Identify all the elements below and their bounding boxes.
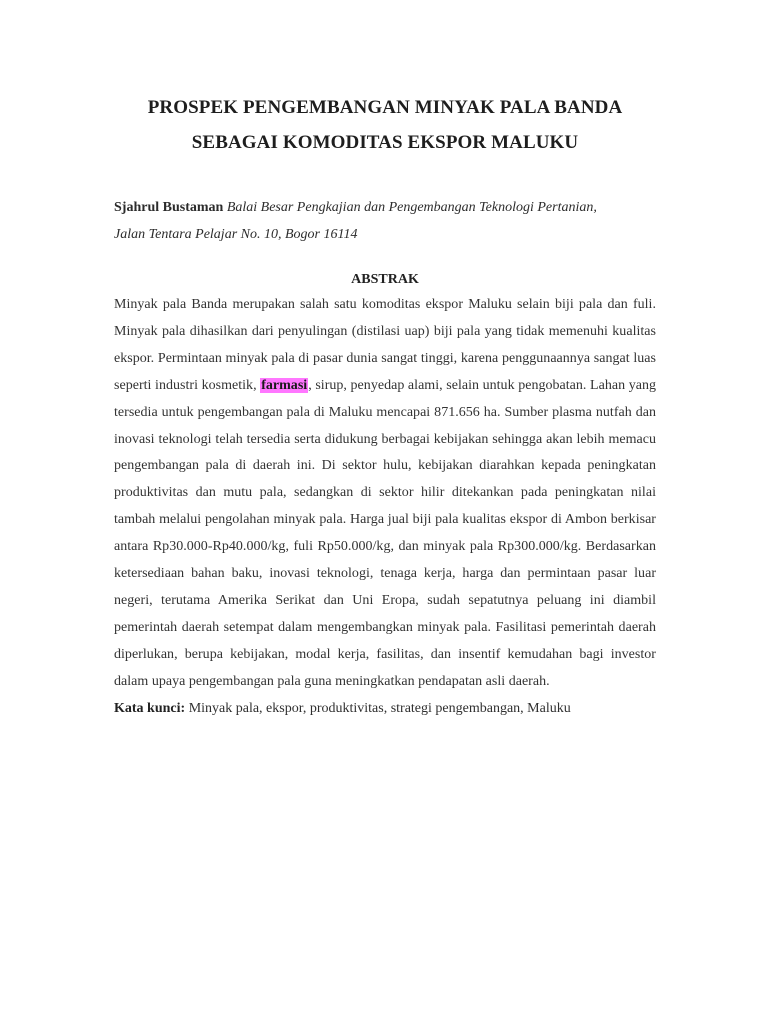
title-line-1: PROSPEK PENGEMBANGAN MINYAK PALA BANDA	[147, 97, 623, 118]
author-affiliation-line-1: Balai Besar Pengkajian dan Pengembangan Teknologi Pertanian,	[226, 200, 597, 215]
title-line-2: SEBAGAI KOMODITAS EKSPOR MALUKU	[191, 132, 579, 153]
abstract-text-part-2: , sirup, penyedap alami, selain untuk pengobatan. Lahan yang tersedia untuk pengembangan pala di Maluku mencapai 871.656 ha. Sumber plasma nutfah dan inovasi teknologi telah tersedia serta didukung berbagai kebijakan sehingga akan lebih memacu pengembangan pala di daerah ini. Di sektor hulu, kebijakan diarahkan kepada peningkatan produktivitas dan mutu pala, sedangkan di sektor hilir ditekankan pada peningkatan nilai tambah melalui pengolahan minyak pala. Harga jual biji pala kualitas ekspor di Ambon berkisar antara Rp30.000-Rp40.000/kg, fuli Rp50.000/kg, dan minyak pala Rp300.000/kg. Berdasarkan ketersediaan bahan baku, inovasi teknologi, tenaga kerja, harga dan permintaan pasar luar negeri, terutama Amerika Serikat dan Uni Eropa, sudah sepatutnya peluang ini diambil pemerintah daerah setempat dalam mengembangkan minyak pala. Fasilitasi pemerintah daerah diperlukan, berupa kebijakan, modal kerja, fasilitas, dan insentif kemudahan bagi investor dalam upaya pengembangan pala guna meningkatkan pendapatan asli daerah.	[114, 377, 656, 689]
abstract-text-part-1: Minyak pala Banda merupakan salah satu komoditas ekspor Maluku selain biji pala dan fuli. Minyak pala dihasilkan dari penyulingan (distilasi uap) biji pala yang tidak memenuhi kualitas ekspor. Permintaan minyak pala di pasar dunia sangat tinggi, karena penggunaannya sangat luas seperti industri kosmetik,	[114, 297, 656, 393]
author-block	[114, 194, 656, 248]
abstract-body	[114, 292, 656, 696]
author-name: Sjahrul Bustaman	[114, 200, 224, 215]
document-page	[114, 90, 656, 722]
highlighted-term: farmasi	[261, 377, 308, 393]
author-affiliation-line-2: Jalan Tentara Pelajar No. 10, Bogor 16114	[114, 227, 358, 242]
paper-title	[114, 90, 656, 160]
keywords-label: Kata kunci:	[114, 700, 186, 716]
keywords-text: Minyak pala, ekspor, produktivitas, strategi pengembangan, Maluku	[188, 700, 571, 716]
keywords-line	[114, 696, 656, 722]
abstract-heading: ABSTRAK	[351, 272, 419, 287]
